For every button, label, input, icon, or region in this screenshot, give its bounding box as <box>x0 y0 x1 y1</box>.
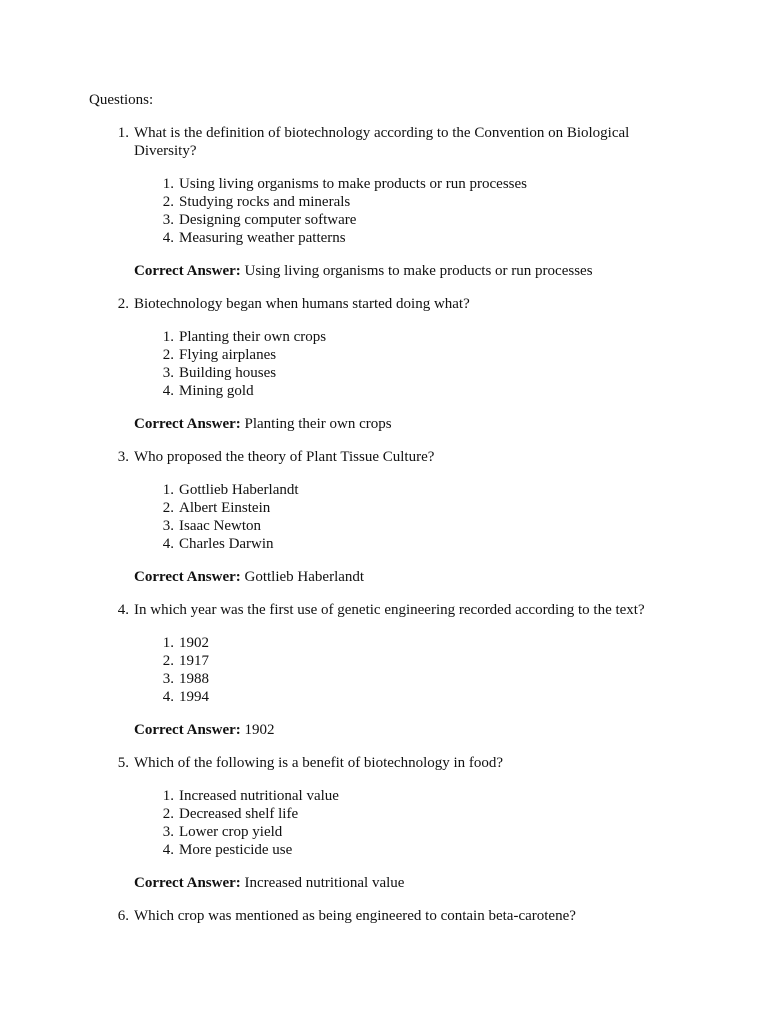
option-item <box>89 481 658 499</box>
option-number: 4. <box>162 842 174 858</box>
option-item <box>89 382 658 400</box>
option-text: 1902 <box>179 635 209 651</box>
questions-heading: Questions: <box>89 92 154 108</box>
question-text: Which crop was mentioned as being engineered to contain beta-carotene? <box>134 908 576 924</box>
question-row <box>89 448 658 466</box>
option-text: Planting their own crops <box>179 329 327 345</box>
option-item <box>89 211 658 229</box>
option-item <box>89 823 658 841</box>
question-text: What is the definition of biotechnology according to the Convention on Biological Diversity? <box>134 125 630 159</box>
option-number: 4. <box>162 536 174 552</box>
question-number: 2. <box>117 296 129 312</box>
option-number: 1. <box>162 482 174 498</box>
option-text: Albert Einstein <box>179 500 271 516</box>
question-number: 5. <box>117 755 129 771</box>
correct-answer-value: 1902 <box>244 722 275 738</box>
option-item <box>89 535 658 553</box>
option-number: 2. <box>162 653 174 669</box>
option-text: More pesticide use <box>179 842 293 858</box>
question-item <box>89 124 658 280</box>
option-text: 1988 <box>179 671 209 687</box>
option-text: 1994 <box>179 689 209 705</box>
option-item <box>89 688 658 706</box>
option-number: 1. <box>162 788 174 804</box>
question-row <box>89 907 658 925</box>
option-text: Gottlieb Haberlandt <box>179 482 299 498</box>
correct-answer <box>134 874 658 892</box>
option-text: 1917 <box>179 653 209 669</box>
option-item <box>89 805 658 823</box>
correct-answer-value: Using living organisms to make products or run processes <box>244 263 593 279</box>
option-number: 2. <box>162 500 174 516</box>
questions-list <box>89 124 658 925</box>
option-text: Charles Darwin <box>179 536 274 552</box>
option-number: 3. <box>162 671 174 687</box>
question-number: 1. <box>117 125 129 141</box>
option-number: 4. <box>162 383 174 399</box>
option-number: 3. <box>162 824 174 840</box>
option-number: 2. <box>162 194 174 210</box>
option-text: Decreased shelf life <box>179 806 299 822</box>
option-item <box>89 517 658 535</box>
correct-answer-label: Correct Answer: <box>134 722 241 738</box>
correct-answer-value: Increased nutritional value <box>244 875 405 891</box>
options-list <box>89 328 658 400</box>
option-item <box>89 193 658 211</box>
option-text: Isaac Newton <box>179 518 262 534</box>
option-number: 2. <box>162 806 174 822</box>
question-row <box>89 754 658 772</box>
question-item <box>89 907 658 925</box>
question-item <box>89 295 658 433</box>
option-item <box>89 346 658 364</box>
question-text: Biotechnology began when humans started doing what? <box>134 296 470 312</box>
question-text: Who proposed the theory of Plant Tissue Culture? <box>134 449 435 465</box>
correct-answer-label: Correct Answer: <box>134 416 241 432</box>
options-list <box>89 481 658 553</box>
option-text: Increased nutritional value <box>179 788 339 804</box>
correct-answer <box>134 415 658 433</box>
options-list <box>89 787 658 859</box>
option-item <box>89 175 658 193</box>
option-number: 3. <box>162 365 174 381</box>
option-number: 1. <box>162 176 174 192</box>
question-number: 4. <box>117 602 129 618</box>
option-text: Lower crop yield <box>179 824 283 840</box>
option-item <box>89 364 658 382</box>
option-number: 2. <box>162 347 174 363</box>
option-number: 4. <box>162 230 174 246</box>
question-text: In which year was the first use of genetic engineering recorded according to the text? <box>134 602 645 618</box>
option-item <box>89 841 658 859</box>
correct-answer-value: Gottlieb Haberlandt <box>244 569 365 585</box>
question-number: 6. <box>117 908 129 924</box>
option-item <box>89 634 658 652</box>
correct-answer <box>134 262 658 280</box>
option-item <box>89 670 658 688</box>
option-number: 3. <box>162 518 174 534</box>
option-item <box>89 499 658 517</box>
option-text: Flying airplanes <box>179 347 277 363</box>
option-text: Studying rocks and minerals <box>179 194 351 210</box>
option-text: Using living organisms to make products or run processes <box>179 176 528 192</box>
correct-answer-label: Correct Answer: <box>134 569 241 585</box>
option-number: 1. <box>162 329 174 345</box>
correct-answer <box>134 721 658 739</box>
question-item <box>89 448 658 586</box>
question-text: Which of the following is a benefit of biotechnology in food? <box>134 755 504 771</box>
option-text: Building houses <box>179 365 277 381</box>
option-number: 1. <box>162 635 174 651</box>
question-row <box>89 601 658 619</box>
correct-answer <box>134 568 658 586</box>
question-row <box>89 295 658 313</box>
correct-answer-value: Planting their own crops <box>244 416 392 432</box>
option-number: 3. <box>162 212 174 228</box>
option-text: Designing computer software <box>179 212 357 228</box>
correct-answer-label: Correct Answer: <box>134 263 241 279</box>
option-item <box>89 652 658 670</box>
question-item <box>89 601 658 739</box>
option-item <box>89 787 658 805</box>
options-list <box>89 175 658 247</box>
options-list <box>89 634 658 706</box>
option-text: Mining gold <box>179 383 254 399</box>
question-item <box>89 754 658 892</box>
correct-answer-label: Correct Answer: <box>134 875 241 891</box>
option-number: 4. <box>162 689 174 705</box>
question-number: 3. <box>117 449 129 465</box>
question-row <box>89 124 658 160</box>
option-item <box>89 328 658 346</box>
option-item <box>89 229 658 247</box>
option-text: Measuring weather patterns <box>179 230 346 246</box>
